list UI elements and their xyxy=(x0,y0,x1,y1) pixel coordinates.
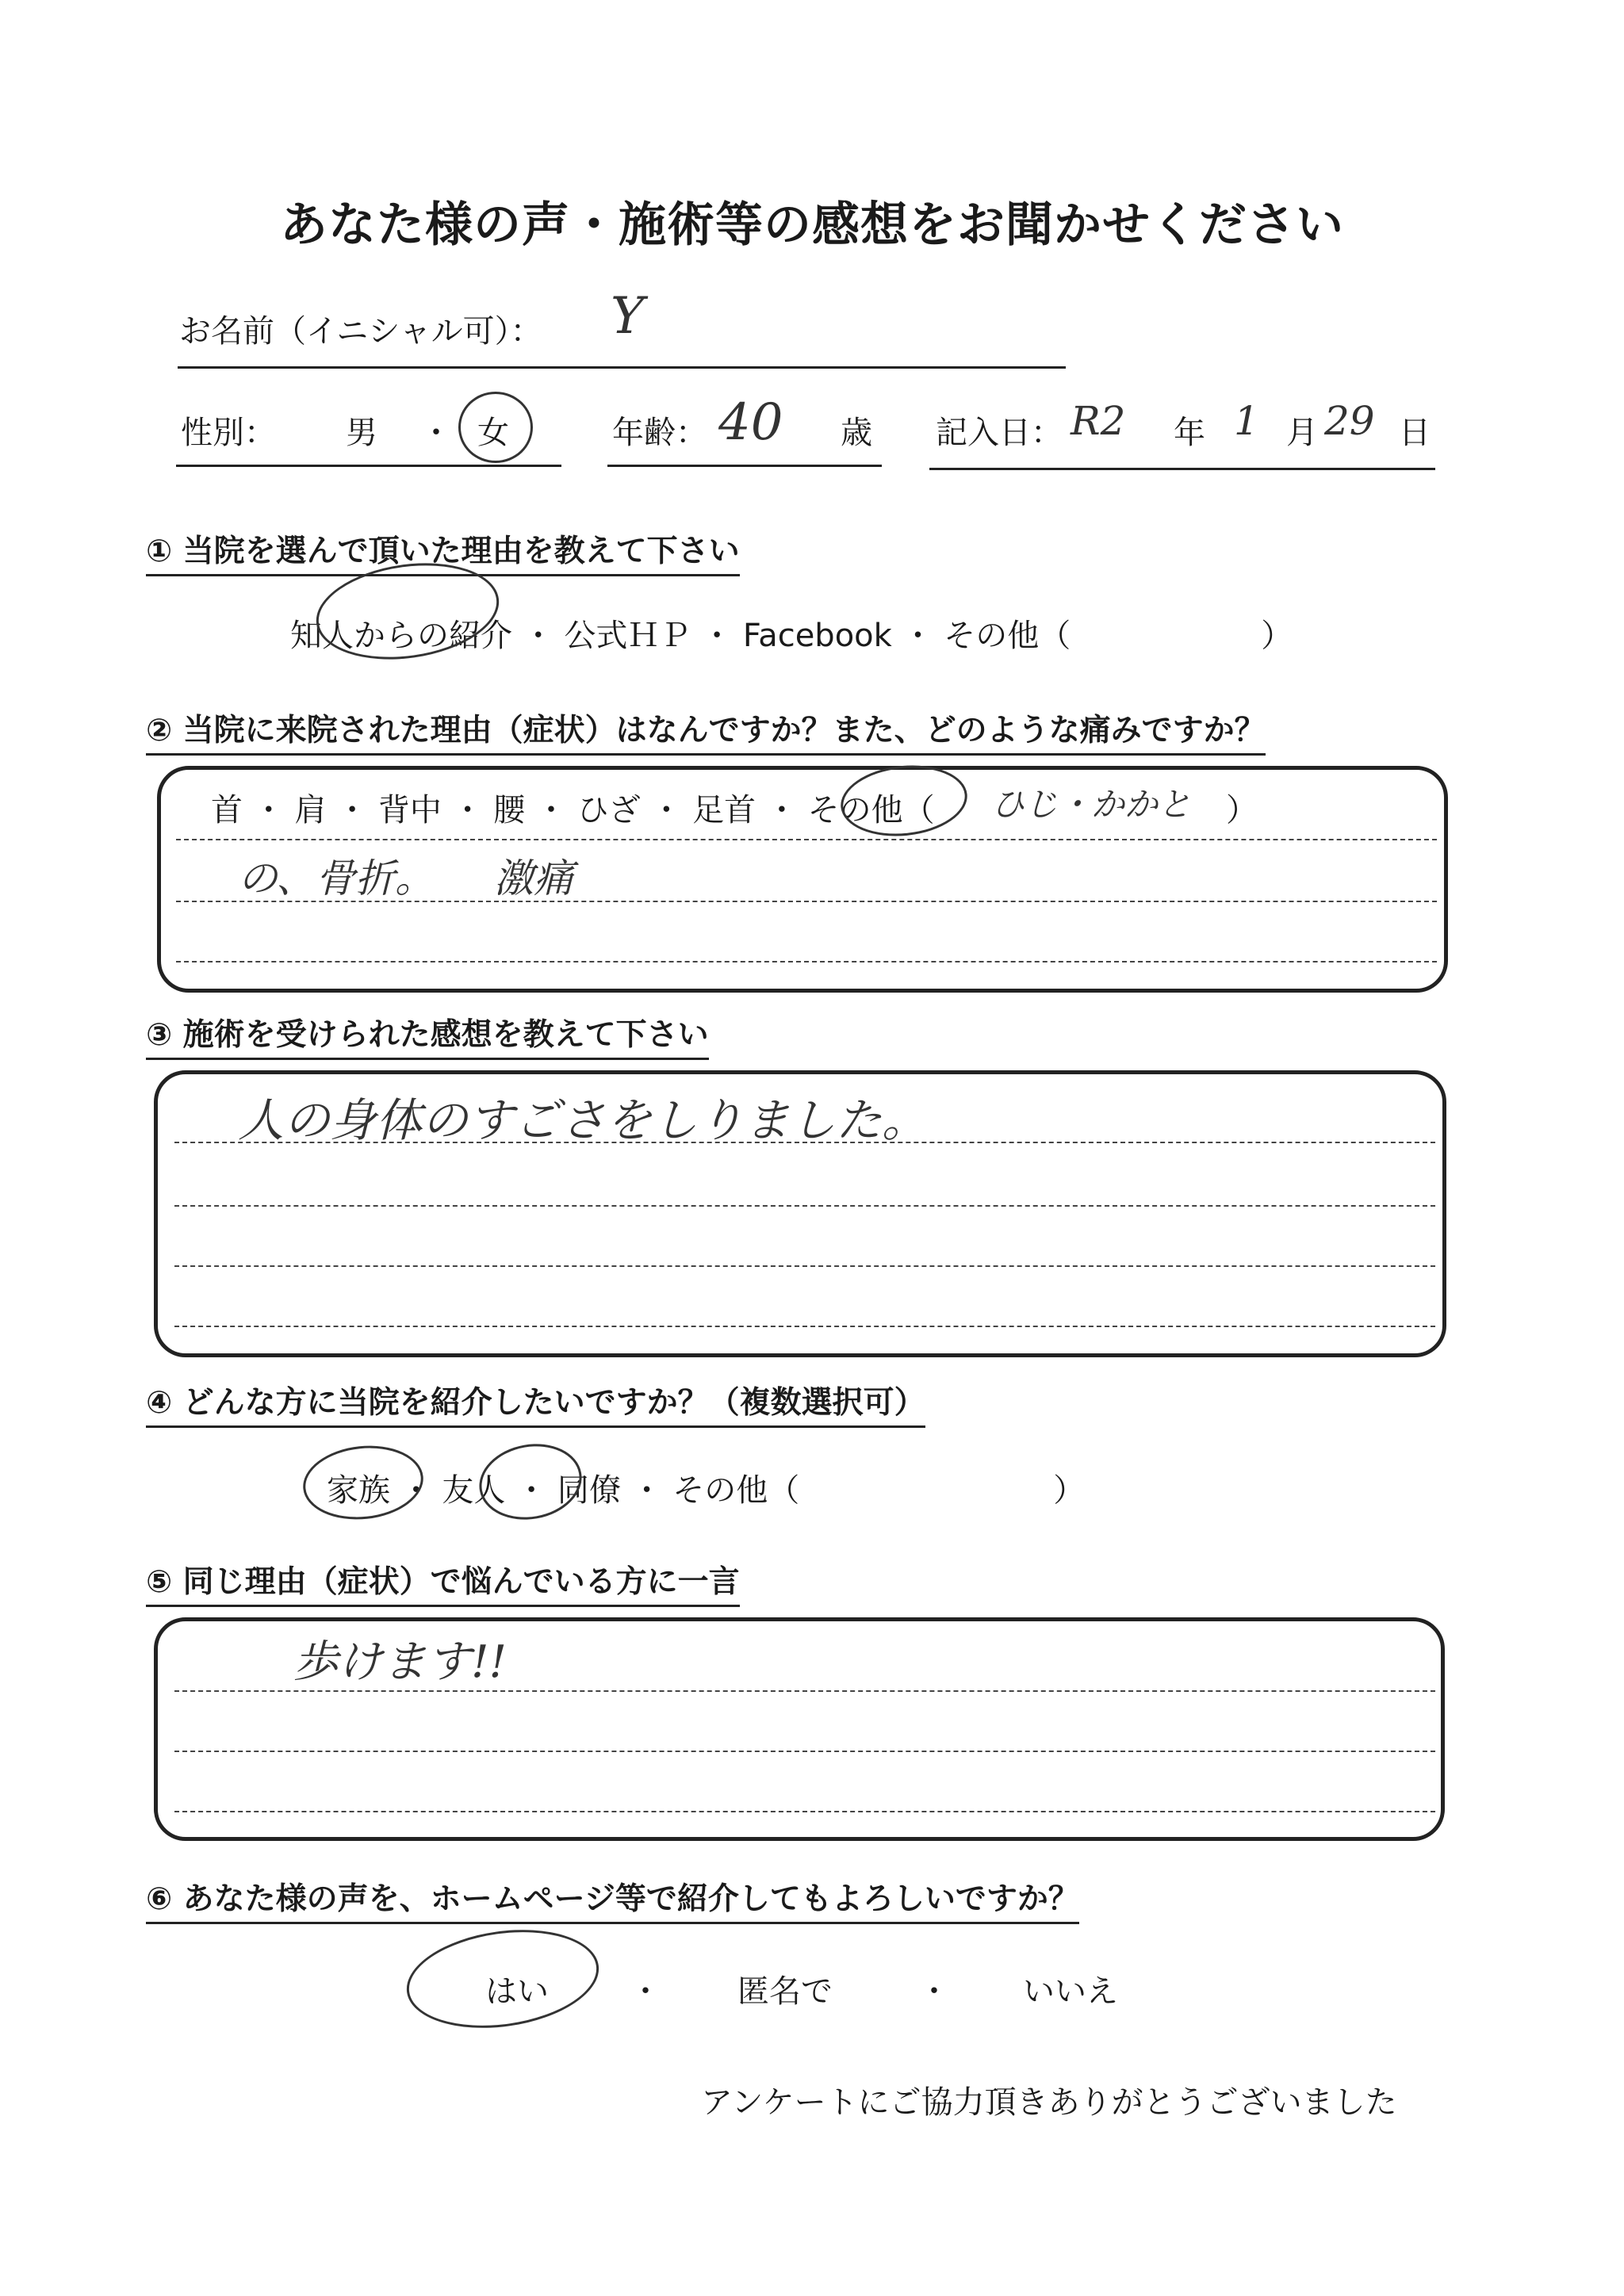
gender-separator: ・ xyxy=(420,415,452,451)
date-label: 記入日： xyxy=(936,415,1063,451)
q3-line-3 xyxy=(174,1265,1435,1267)
date-month-unit: 月 xyxy=(1286,415,1318,451)
date-month[interactable]: 1 xyxy=(1234,398,1259,444)
q4-friend-selected-circle xyxy=(473,1436,588,1527)
q3-line-1 xyxy=(174,1142,1435,1143)
age-label: 年齢： xyxy=(612,415,707,451)
q5-line-3 xyxy=(174,1811,1435,1812)
q2-options-close: ） xyxy=(1226,792,1258,828)
q2-line-2 xyxy=(176,901,1437,902)
q4-options[interactable]: 家族 ・ 友人 ・ 同僚 ・ その他（ ） xyxy=(327,1472,1086,1509)
q1-heading: ① 当院を選んで頂いた理由を教えて下さい xyxy=(146,526,740,576)
q6-yes-selected-circle xyxy=(400,1919,605,2040)
name-label: お名前（イニシャル可）： xyxy=(179,313,542,350)
q3-heading: ③ 施術を受けられた感想を教えて下さい xyxy=(146,1010,709,1060)
q5-line-1 xyxy=(174,1690,1435,1692)
q4-heading: ④ どんな方に当院を紹介したいですか？（複数選択可） xyxy=(146,1378,925,1428)
q4-family-selected-circle xyxy=(300,1440,427,1525)
thanks-message: アンケートにご協力頂きありがとうございました xyxy=(701,2084,1397,2121)
q5-answer-text[interactable]: 歩けます!! xyxy=(293,1636,508,1688)
age-value[interactable]: 40 xyxy=(718,393,783,452)
q3-answer-text[interactable]: 人の身体のすごさをしりました。 xyxy=(238,1093,929,1147)
q2-heading: ② 当院に来院された理由（症状）はなんですか？また、どのような痛みですか？ xyxy=(146,706,1266,756)
page-title: あなた様の声・施術等の感想をお聞かせください xyxy=(280,197,1344,253)
gender-female-selected-circle xyxy=(458,392,533,463)
q6-option-yes[interactable]: はい xyxy=(485,1973,549,2010)
q6-heading: ⑥ あなた様の声を、ホームページ等で紹介してもよろしいですか？ xyxy=(146,1874,1079,1924)
q2-other-answer[interactable]: ひじ・かかと xyxy=(991,785,1192,824)
date-day-unit: 日 xyxy=(1399,415,1431,451)
q2-line-3 xyxy=(176,961,1437,962)
age-underline xyxy=(607,465,882,467)
gender-underline xyxy=(176,465,561,467)
gender-male[interactable]: 男 xyxy=(346,415,377,451)
date-era[interactable]: R2 xyxy=(1071,398,1126,444)
age-unit: 歳 xyxy=(841,415,872,451)
q2-line-1 xyxy=(176,839,1437,840)
date-year-unit: 年 xyxy=(1174,415,1205,451)
q2-options[interactable]: 首 ・ 肩 ・ 背中 ・ 腰 ・ ひざ ・ 足首 ・ その他（ xyxy=(211,792,935,828)
q6-option-anonymous[interactable]: 匿名で xyxy=(737,1973,833,2010)
q5-heading: ⑤ 同じ理由（症状）で悩んでいる方に一言 xyxy=(146,1557,740,1607)
q5-line-2 xyxy=(174,1751,1435,1752)
date-underline xyxy=(929,468,1435,470)
q3-line-4 xyxy=(174,1326,1435,1327)
q6-separator-1: ・ xyxy=(630,1973,661,2010)
name-value[interactable]: Y xyxy=(611,287,645,346)
gender-label: 性別： xyxy=(181,415,276,451)
name-underline xyxy=(178,366,1066,369)
gender-female[interactable]: 女 xyxy=(477,415,509,451)
q3-line-2 xyxy=(174,1205,1435,1207)
q1-options[interactable]: 知人からの紹介 ・ 公式ＨＰ ・ Facebook ・ その他（ ） xyxy=(290,618,1293,654)
q2-answer-text[interactable]: の、骨折。 激痛 xyxy=(238,855,573,901)
q6-separator-2: ・ xyxy=(918,1973,950,2010)
q6-option-no[interactable]: いいえ xyxy=(1023,1973,1118,2010)
date-day[interactable]: 29 xyxy=(1324,398,1375,444)
